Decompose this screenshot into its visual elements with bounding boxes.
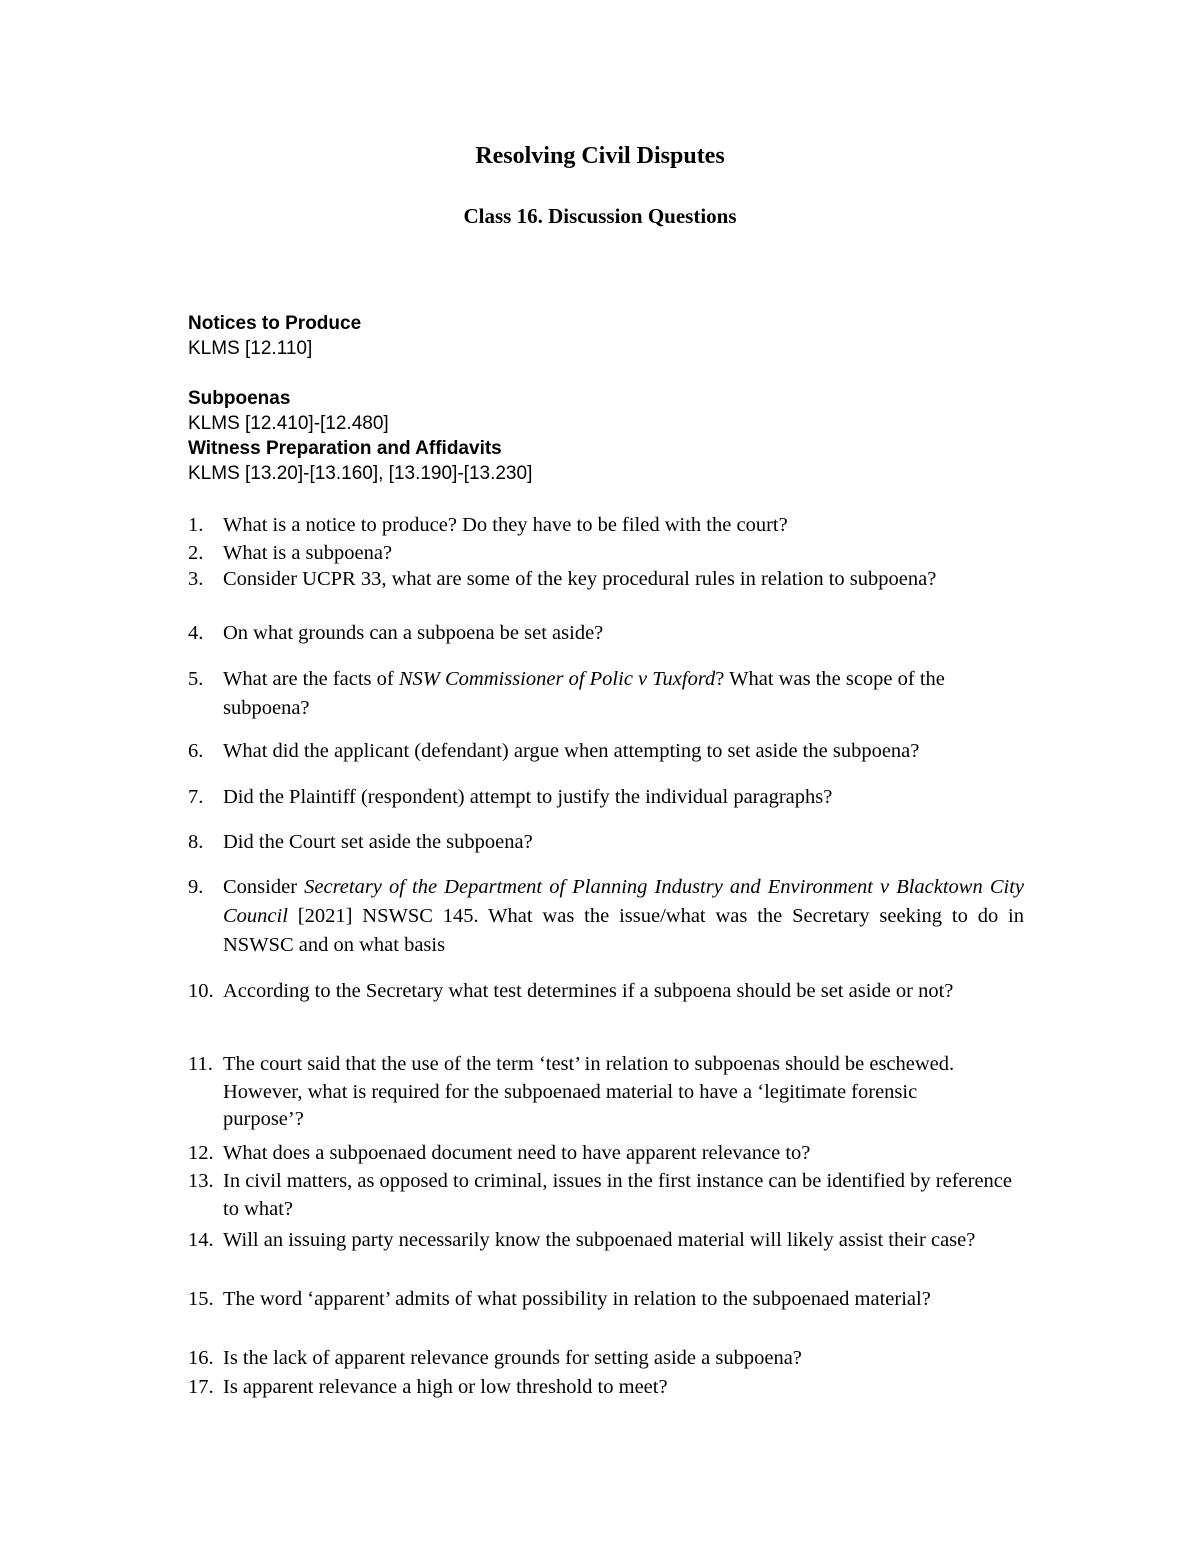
question-15	[188, 1286, 963, 1314]
question-14	[188, 1227, 998, 1255]
question-text: In civil matters, as opposed to criminal, issues in the first instance can be identified by reference to what?	[223, 1170, 1012, 1220]
case-name: NSW Commissioner of Polic v Tuxford	[398, 668, 716, 690]
question-number: 2.	[188, 542, 204, 564]
question-7	[188, 784, 1024, 812]
question-1	[188, 512, 1024, 540]
question-13	[188, 1168, 1018, 1223]
question-number: 17.	[188, 1376, 214, 1398]
question-number: 16.	[188, 1347, 214, 1369]
question-text: Did the Court set aside the subpoena?	[223, 831, 533, 853]
section-notices-to-produce	[188, 311, 361, 361]
question-number: 6.	[188, 740, 204, 762]
question-text: The court said that the use of the term ‘test’ in relation to subpoenas should be eschewed. However, what is required for the subpoenaed material to have a ‘legitimate forensic purpose’?	[223, 1053, 955, 1130]
question-text: Did the Plaintiff (respondent) attempt to justify the individual paragraphs?	[223, 786, 833, 808]
question-text	[223, 665, 1024, 723]
question-text: What is a notice to produce? Do they have to be filed with the court?	[223, 514, 788, 536]
section-reference: KLMS [12.110]	[188, 338, 313, 359]
section-heading: Witness Preparation and Affidavits	[188, 438, 502, 459]
question-number: 10.	[188, 980, 214, 1002]
question-6	[188, 738, 1024, 766]
question-number: 7.	[188, 786, 204, 808]
question-text-part: ? What was the scope of the subpoena?	[223, 668, 945, 719]
question-text: What does a subpoenaed document need to have apparent relevance to?	[223, 1142, 811, 1164]
question-number: 3.	[188, 568, 204, 590]
section-reference: KLMS [12.410]-[12.480]	[188, 413, 389, 434]
question-number: 4.	[188, 622, 204, 644]
section-heading: Notices to Produce	[188, 313, 362, 334]
question-text: What did the applicant (defendant) argue when attempting to set aside the subpoena?	[223, 740, 920, 762]
question-16	[188, 1345, 1024, 1373]
question-10	[188, 977, 1024, 1006]
question-17	[188, 1374, 1024, 1402]
question-3	[188, 566, 948, 594]
question-number: 14.	[188, 1229, 214, 1251]
question-number: 11.	[188, 1053, 213, 1075]
question-text: According to the Secretary what test determines if a subpoena should be set aside or not?	[223, 980, 954, 1002]
question-number: 5.	[188, 668, 204, 690]
section-subpoenas	[188, 386, 389, 436]
section-witness-preparation	[188, 436, 532, 486]
question-text	[223, 873, 1024, 960]
question-12	[188, 1140, 1024, 1168]
question-number: 8.	[188, 831, 204, 853]
document-title: Resolving Civil Disputes	[475, 143, 725, 169]
question-text-part: [2021] NSWSC 145. What was the issue/what was the Secretary seeking to do in NSWSC and on what basis	[223, 905, 1024, 956]
question-8	[188, 829, 1024, 857]
question-number: 15.	[188, 1288, 214, 1310]
question-number: 1.	[188, 514, 204, 536]
question-number: 9.	[188, 876, 204, 898]
question-9	[188, 873, 1024, 960]
question-text: On what grounds can a subpoena be set aside?	[223, 622, 604, 644]
question-5	[188, 665, 1024, 723]
question-4	[188, 620, 1024, 648]
question-number: 13.	[188, 1170, 214, 1192]
document-subtitle: Class 16. Discussion Questions	[463, 204, 737, 228]
question-11	[188, 1051, 978, 1134]
question-2	[188, 540, 1024, 568]
section-reference: KLMS [13.20]-[13.160], [13.190]-[13.230]	[188, 463, 533, 484]
question-text: What is a subpoena?	[223, 542, 393, 564]
question-text: Consider UCPR 33, what are some of the key procedural rules in relation to subpoena?	[223, 568, 937, 590]
section-heading: Subpoenas	[188, 388, 291, 409]
question-text-part: What are the facts of	[223, 668, 399, 690]
question-number: 12.	[188, 1142, 214, 1164]
case-name: Secretary of the Department of Planning Industry and Environment v Blacktown City Council	[223, 876, 1024, 927]
question-text: Will an issuing party necessarily know the subpoenaed material will likely assist their case?	[223, 1229, 976, 1251]
question-text: Is the lack of apparent relevance grounds for setting aside a subpoena?	[223, 1347, 802, 1369]
question-text-part: Consider	[223, 876, 305, 898]
question-text: The word ‘apparent’ admits of what possibility in relation to the subpoenaed material?	[223, 1288, 931, 1310]
question-text: Is apparent relevance a high or low threshold to meet?	[223, 1376, 668, 1398]
